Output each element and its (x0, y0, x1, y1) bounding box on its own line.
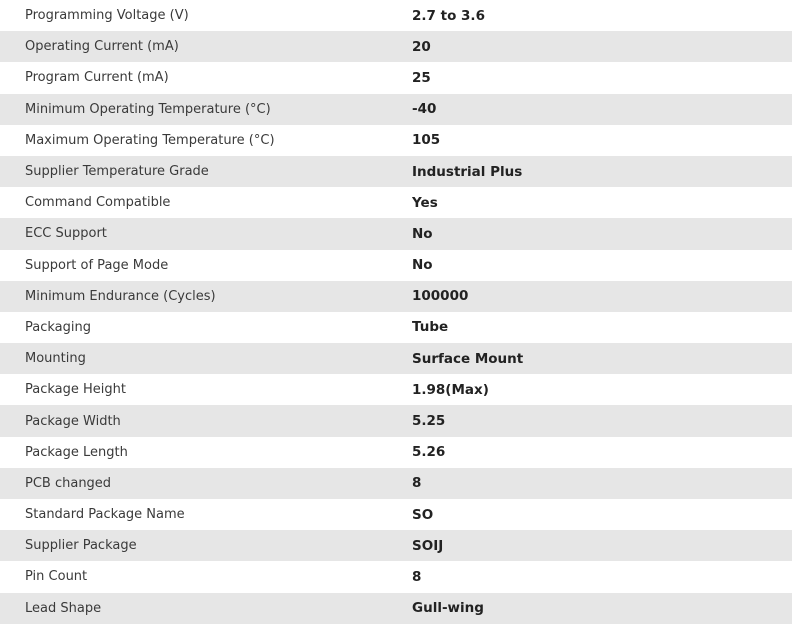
spec-row-pin-count (0, 561, 792, 592)
spec-value: 2.7 to 3.6 (412, 7, 485, 24)
spec-row-standard-package-name (0, 499, 792, 530)
spec-value: Surface Mount (412, 350, 524, 367)
spec-label: Support of Page Mode (25, 257, 169, 273)
spec-label: Package Width (25, 413, 121, 429)
spec-value: No (412, 257, 433, 274)
spec-value: 5.26 (412, 444, 446, 461)
spec-label: Command Compatible (25, 195, 171, 211)
spec-value: -40 (412, 101, 437, 118)
spec-row-supplier-temperature-grade (0, 156, 792, 187)
spec-label: PCB changed (25, 475, 112, 491)
spec-row-min-operating-temperature (0, 94, 792, 125)
spec-label: Standard Package Name (25, 507, 185, 523)
spec-value: 8 (412, 475, 422, 492)
spec-row-mounting (0, 343, 792, 374)
spec-row-page-mode-support (0, 250, 792, 281)
spec-label: Packaging (25, 319, 91, 335)
spec-label: Pin Count (25, 569, 88, 585)
spec-value: 8 (412, 568, 422, 585)
spec-row-pcb-changed (0, 468, 792, 499)
spec-row-packaging (0, 312, 792, 343)
spec-row-operating-current (0, 31, 792, 62)
spec-row-package-height (0, 374, 792, 405)
spec-row-package-length (0, 437, 792, 468)
spec-value: Industrial Plus (412, 163, 523, 180)
spec-value: 5.25 (412, 413, 446, 430)
spec-row-programming-voltage (0, 0, 792, 31)
spec-value: 1.98(Max) (412, 381, 489, 398)
spec-row-program-current (0, 62, 792, 93)
spec-row-command-compatible (0, 187, 792, 218)
spec-value: 20 (412, 38, 431, 55)
spec-label: Mounting (25, 351, 86, 367)
spec-row-lead-shape (0, 593, 792, 624)
spec-row-supplier-package (0, 530, 792, 561)
spec-row-package-width (0, 405, 792, 436)
spec-label: Minimum Endurance (Cycles) (25, 288, 216, 304)
spec-label: Minimum Operating Temperature (°C) (25, 101, 271, 117)
spec-value: 105 (412, 132, 441, 149)
spec-label: Supplier Package (25, 538, 137, 554)
spec-label: Operating Current (mA) (25, 39, 179, 55)
spec-row-min-endurance (0, 281, 792, 312)
spec-label: Program Current (mA) (25, 70, 169, 86)
spec-value: 25 (412, 69, 431, 86)
spec-label: Lead Shape (25, 600, 102, 616)
spec-label: Programming Voltage (V) (25, 8, 189, 24)
spec-value: No (412, 225, 433, 242)
spec-value: Tube (412, 319, 449, 336)
spec-label: ECC Support (25, 226, 107, 242)
spec-value: SO (412, 506, 434, 523)
spec-value: SOIJ (412, 537, 444, 554)
spec-label: Package Height (25, 382, 126, 398)
spec-value: Gull-wing (412, 600, 484, 617)
spec-label: Supplier Temperature Grade (25, 164, 209, 180)
spec-row-ecc-support (0, 218, 792, 249)
spec-value: Yes (412, 194, 438, 211)
spec-value: 100000 (412, 288, 469, 305)
spec-label: Maximum Operating Temperature (°C) (25, 132, 275, 148)
spec-row-max-operating-temperature (0, 125, 792, 156)
spec-label: Package Length (25, 444, 128, 460)
